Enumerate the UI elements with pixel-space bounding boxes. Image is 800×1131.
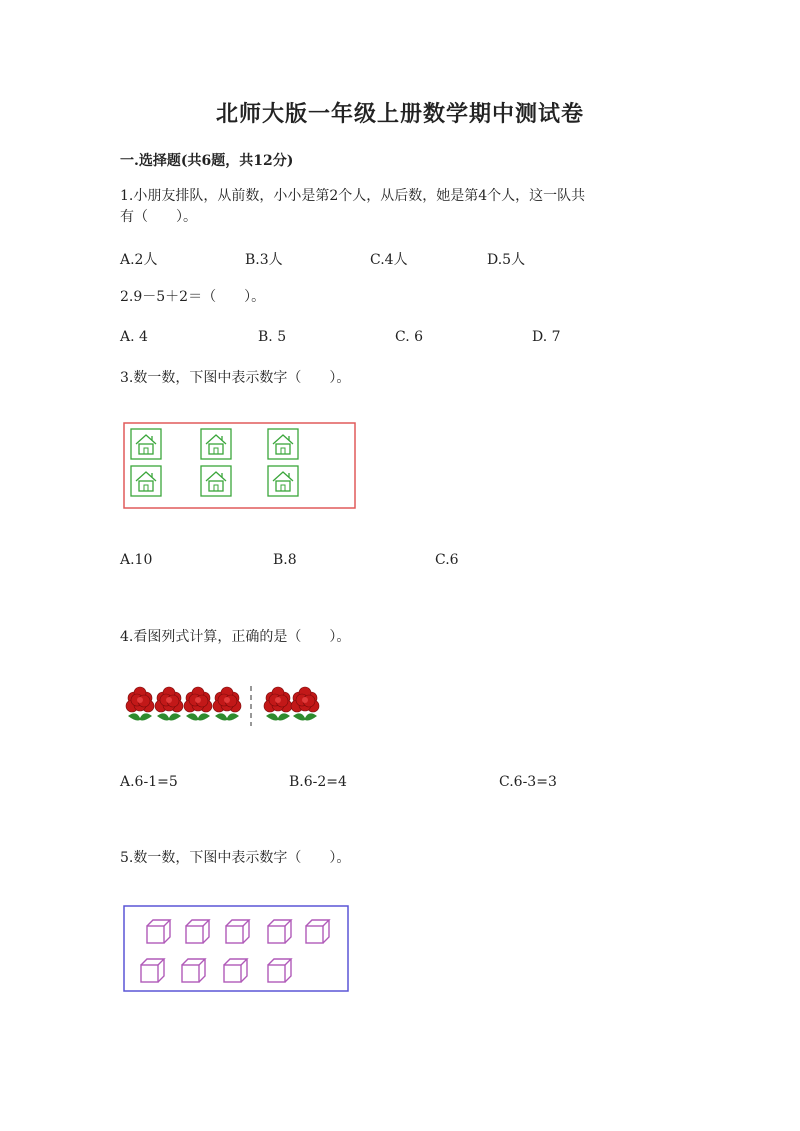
flowers-figure xyxy=(120,682,330,730)
q2-option-c[interactable]: C. 6 xyxy=(395,329,424,345)
question-3-stem: 3.数一数，下图中表示数字（ ）。 xyxy=(120,370,351,386)
q1-option-c[interactable]: C.4人 xyxy=(370,252,408,268)
flower-icon xyxy=(126,687,154,721)
house-icon xyxy=(131,466,161,496)
house-icon xyxy=(201,429,231,459)
cube-icon xyxy=(224,959,247,982)
q4-option-a[interactable]: A.6-1=5 xyxy=(120,774,178,790)
cube-icon xyxy=(268,920,291,943)
house-icon xyxy=(268,466,298,496)
question-1 xyxy=(120,186,680,228)
cubes-figure xyxy=(120,903,352,995)
question-5-stem: 5.数一数，下图中表示数字（ ）。 xyxy=(120,850,351,866)
q4-option-b[interactable]: B.6-2=4 xyxy=(289,774,347,790)
flower-icon xyxy=(264,687,292,721)
cube-icon xyxy=(226,920,249,943)
flower-icon xyxy=(213,687,241,721)
cube-icon xyxy=(186,920,209,943)
flower-icon xyxy=(184,687,212,721)
q3-option-b[interactable]: B.8 xyxy=(273,552,297,568)
question-1-stem-line2: 有（ ）。 xyxy=(120,209,197,225)
cube-icon xyxy=(147,920,170,943)
cube-icon xyxy=(182,959,205,982)
cube-icon xyxy=(141,959,164,982)
houses-figure xyxy=(120,420,360,512)
q2-option-b[interactable]: B. 5 xyxy=(258,329,287,345)
page-title: 北师大版一年级上册数学期中测试卷 xyxy=(215,101,584,127)
house-icon xyxy=(131,429,161,459)
cube-icon xyxy=(268,959,291,982)
house-icon xyxy=(268,429,298,459)
q4-option-c[interactable]: C.6-3=3 xyxy=(499,774,557,790)
q1-option-a[interactable]: A.2人 xyxy=(120,252,158,268)
q1-option-d[interactable]: D.5人 xyxy=(487,252,526,268)
question-2-stem: 2.9－5＋2＝（ ）。 xyxy=(120,289,266,305)
question-1-stem-line1: 1.小朋友排队，从前数，小小是第2个人，从后数，她是第4个人，这一队共 xyxy=(120,188,586,204)
cube-icon xyxy=(306,920,329,943)
q3-option-a[interactable]: A.10 xyxy=(120,552,153,568)
q2-option-a[interactable]: A. 4 xyxy=(120,329,148,345)
flower-icon xyxy=(291,687,319,721)
q1-option-b[interactable]: B.3人 xyxy=(245,252,283,268)
q2-option-d[interactable]: D. 7 xyxy=(532,329,561,345)
section-heading: 一.选择题(共6题，共12分) xyxy=(120,153,294,169)
house-icon xyxy=(201,466,231,496)
question-4-stem: 4.看图列式计算，正确的是（ ）。 xyxy=(120,629,351,645)
q3-option-c[interactable]: C.6 xyxy=(435,552,459,568)
flower-icon xyxy=(155,687,183,721)
